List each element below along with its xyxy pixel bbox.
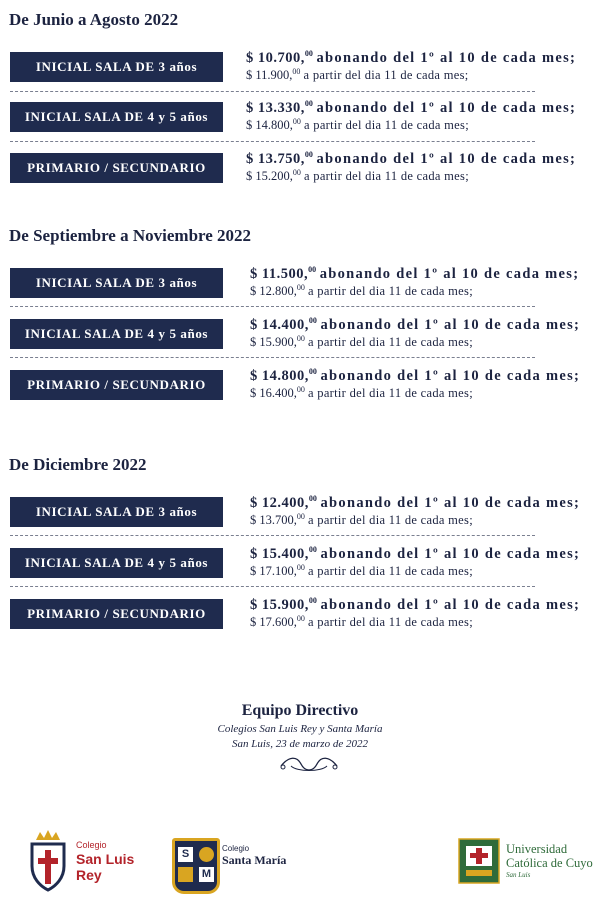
signature-title: Equipo Directivo <box>241 702 359 719</box>
early-price: $ 13.750,00 abonando del 1º al 10 de cada mes; <box>246 150 577 167</box>
level-badge: PRIMARIO / SECUNDARIO <box>10 153 223 183</box>
late-price: $ 14.800,00 a partir del dia 11 de cada mes; <box>246 117 469 132</box>
price-row <box>0 546 600 596</box>
logo-santa-maria <box>172 838 292 890</box>
level-badge: PRIMARIO / SECUNDARIO <box>10 599 223 629</box>
signature-schools: Colegios San Luis Rey y Santa María <box>217 723 383 735</box>
section-title-dec: De Diciembre 2022 <box>9 455 147 474</box>
signature-block <box>0 702 600 750</box>
late-price: $ 15.200,00 a partir del dia 11 de cada mes; <box>246 168 469 183</box>
level-badge: INICIAL SALA DE 4 y 5 años <box>10 548 223 578</box>
early-price: $ 12.400,00 abonando del 1º al 10 de cada mes; <box>250 494 581 511</box>
price-row <box>0 50 600 100</box>
late-price: $ 17.100,00 a partir del dia 11 de cada mes; <box>250 563 473 578</box>
dashed-separator <box>10 586 535 587</box>
early-price: $ 15.400,00 abonando del 1º al 10 de cada mes; <box>250 545 581 562</box>
ucc-line1: Universidad <box>506 842 568 856</box>
level-badge: INICIAL SALA DE 3 años <box>10 268 223 298</box>
santa-maria-name: Santa María <box>222 853 287 867</box>
early-price: $ 15.900,00 abonando del 1º al 10 de cada mes; <box>250 596 581 613</box>
dashed-separator <box>10 306 535 307</box>
price-row <box>0 317 600 367</box>
dashed-separator <box>10 141 535 142</box>
early-price: $ 14.400,00 abonando del 1º al 10 de cada mes; <box>250 316 581 333</box>
early-price: $ 10.700,00 abonando del 1º al 10 de cada mes; <box>246 49 577 66</box>
level-badge: INICIAL SALA DE 4 y 5 años <box>10 319 223 349</box>
santa-maria-shield <box>172 838 220 894</box>
level-badge: PRIMARIO / SECUNDARIO <box>10 370 223 400</box>
ucc-line3: San Luis <box>506 871 531 879</box>
price-row <box>0 495 600 545</box>
shield-letter-m: M <box>199 867 214 882</box>
san-luis-rey-small-label: Colegio <box>76 840 107 850</box>
level-badge: INICIAL SALA DE 3 años <box>10 497 223 527</box>
section-title-sep-nov: De Septiembre a Noviembre 2022 <box>9 226 252 245</box>
level-badge: INICIAL SALA DE 3 años <box>10 52 223 82</box>
late-price: $ 13.700,00 a partir del dia 11 de cada mes; <box>250 512 473 527</box>
early-price: $ 14.800,00 abonando del 1º al 10 de cada mes; <box>250 367 581 384</box>
dashed-separator <box>10 357 535 358</box>
price-row <box>0 266 600 316</box>
crown-shield-icon <box>28 828 68 892</box>
san-luis-rey-name: San Luis Rey <box>76 851 135 883</box>
late-price: $ 15.900,00 a partir del dia 11 de cada mes; <box>250 334 473 349</box>
early-price: $ 11.500,00 abonando del 1º al 10 de cada mes; <box>250 265 580 282</box>
sun-icon <box>199 847 214 862</box>
price-row <box>0 151 600 201</box>
flourish-ornament-icon <box>277 754 341 776</box>
shield-quadrant <box>178 867 193 882</box>
late-price: $ 12.800,00 a partir del dia 11 de cada mes; <box>250 283 473 298</box>
section-title-jun-aug: De Junio a Agosto 2022 <box>9 10 179 29</box>
logo-san-luis-rey <box>28 828 158 892</box>
dashed-separator <box>10 535 535 536</box>
late-price: $ 16.400,00 a partir del dia 11 de cada mes; <box>250 385 473 400</box>
shield-letter-s: S <box>178 847 193 862</box>
dashed-separator <box>10 91 535 92</box>
late-price: $ 11.900,00 a partir del dia 11 de cada mes; <box>246 67 469 82</box>
late-price: $ 17.600,00 a partir del dia 11 de cada mes; <box>250 614 473 629</box>
price-row <box>0 100 600 150</box>
logo-ucc <box>458 838 596 888</box>
ucc-crest-icon <box>458 838 500 884</box>
level-badge: INICIAL SALA DE 4 y 5 años <box>10 102 223 132</box>
early-price: $ 13.330,00 abonando del 1º al 10 de cada mes; <box>246 99 577 116</box>
price-row <box>0 368 600 418</box>
santa-maria-small-label: Colegio <box>222 844 250 853</box>
ucc-line2: Católica de Cuyo <box>506 856 593 870</box>
signature-place-date: San Luis, 23 de marzo de 2022 <box>232 738 368 750</box>
price-row <box>0 597 600 647</box>
